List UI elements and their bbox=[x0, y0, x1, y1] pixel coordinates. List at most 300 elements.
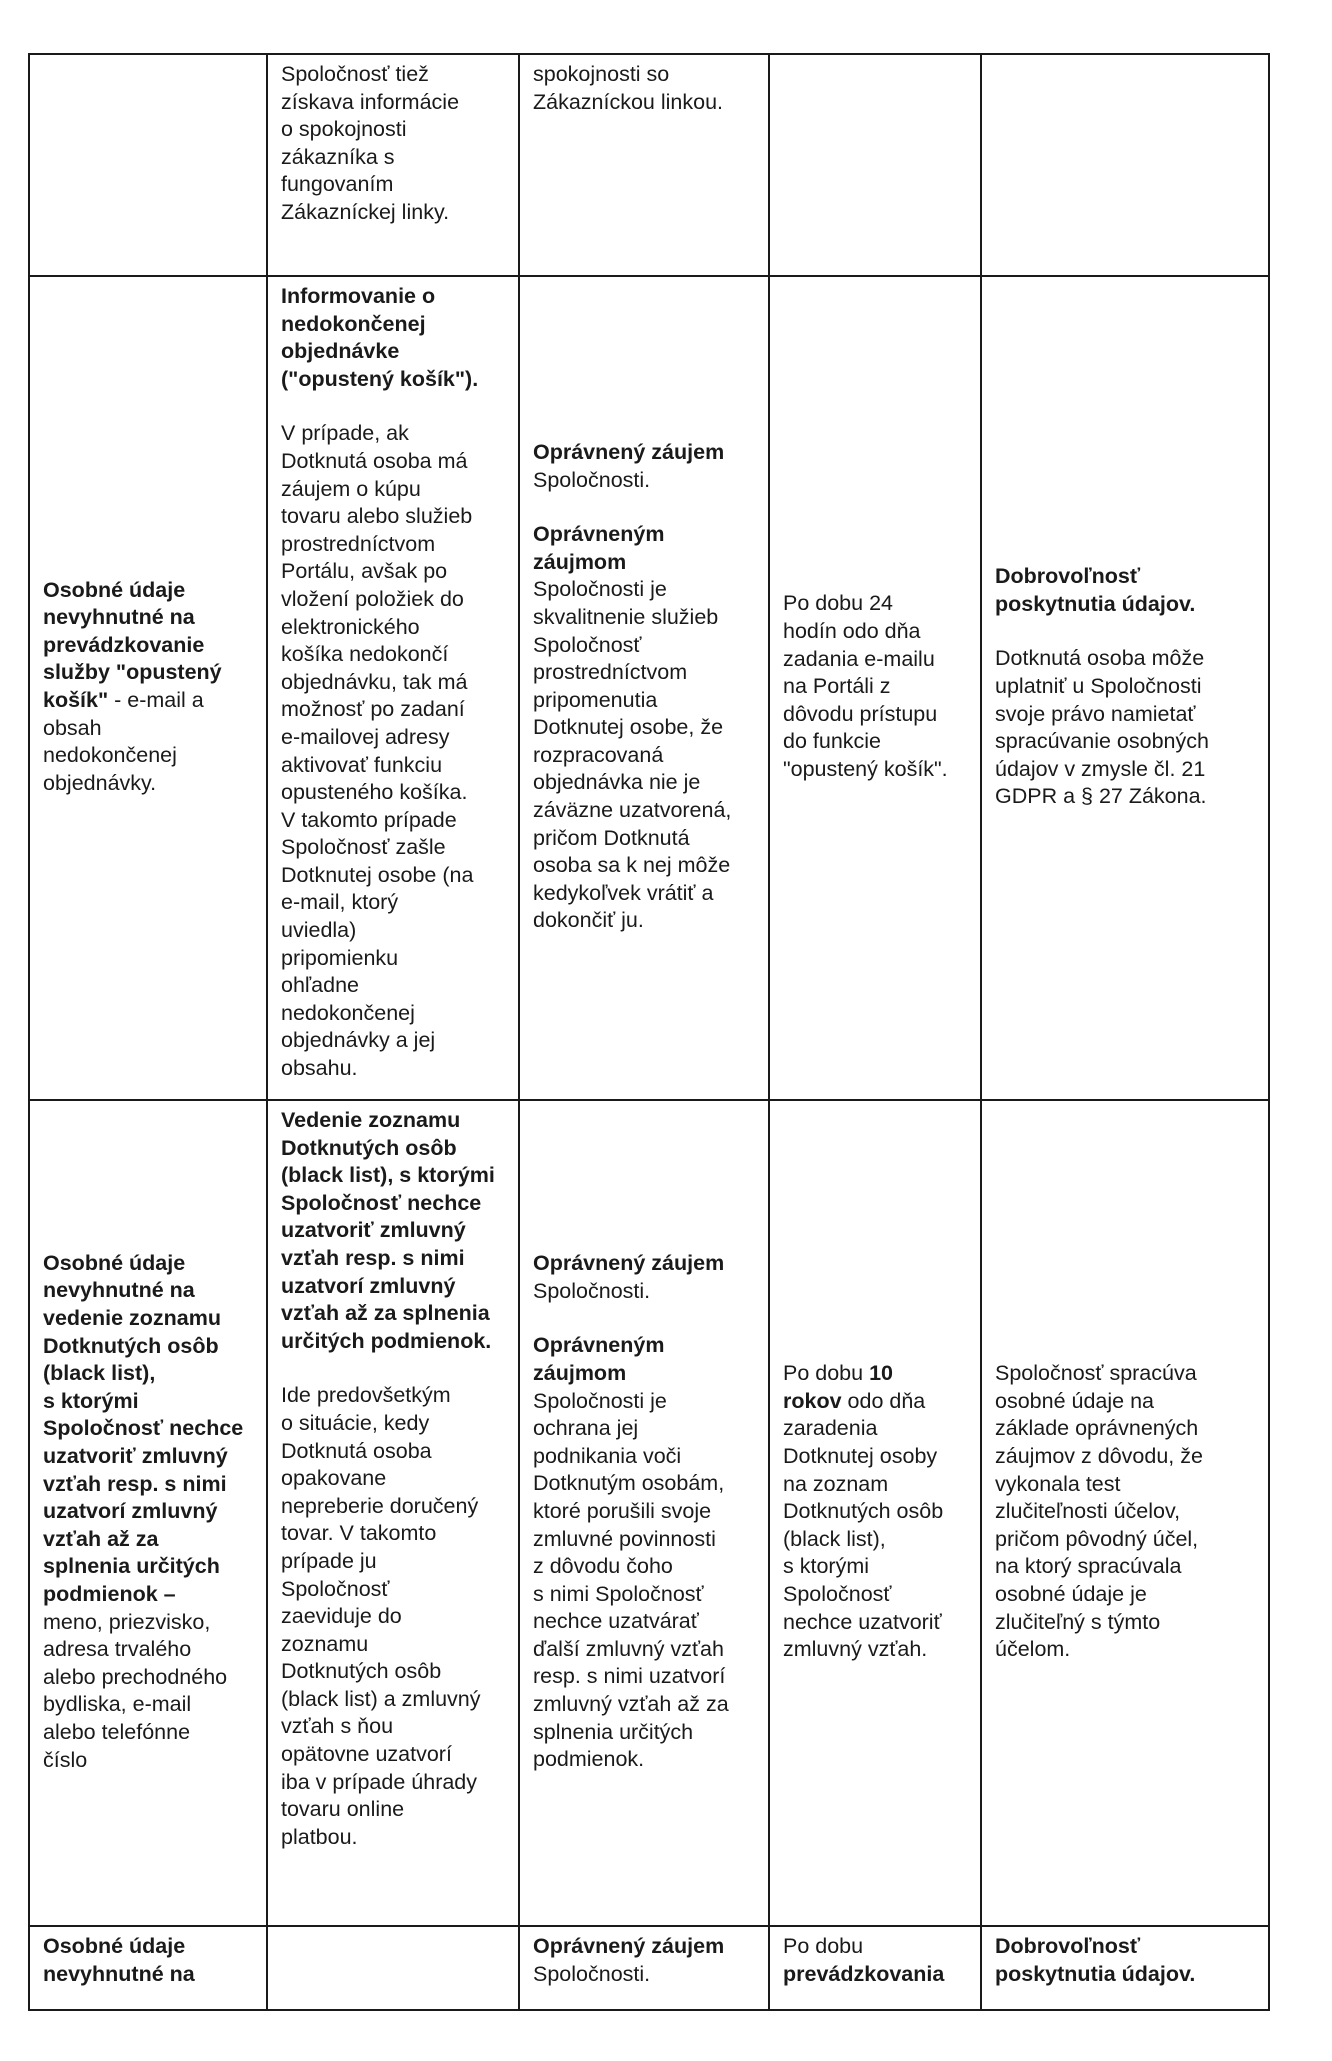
bold-text: Osobné údaje bbox=[43, 577, 186, 602]
text: (black list), bbox=[783, 1526, 886, 1551]
text-line bbox=[281, 614, 505, 642]
text: uplatniť u Spoločnosti bbox=[995, 673, 1202, 698]
text-line bbox=[43, 1250, 253, 1278]
text: spracúvanie osobných bbox=[995, 729, 1209, 754]
legal-basis-cell bbox=[519, 1926, 769, 2010]
text: zadania e-mailu bbox=[783, 646, 935, 671]
text: odo dňa bbox=[841, 1388, 926, 1413]
text-line bbox=[43, 632, 253, 660]
text-line bbox=[43, 742, 253, 770]
text: (black list) a zmluvný bbox=[281, 1686, 481, 1711]
text-line bbox=[281, 311, 505, 339]
bold-text: nevyhnutné na bbox=[43, 605, 195, 630]
text-line bbox=[281, 338, 505, 366]
text: základe oprávnených bbox=[995, 1416, 1199, 1441]
bold-text: uzatvoriť zmluvný bbox=[281, 1218, 466, 1243]
text-line bbox=[995, 1415, 1255, 1443]
text-line bbox=[281, 752, 505, 780]
bold-text: záujmom bbox=[533, 1360, 627, 1385]
text: rozpracovaná bbox=[533, 742, 664, 767]
bold-text: Dotknutých osôb bbox=[43, 1333, 219, 1358]
text: na ktorý spracúvala bbox=[995, 1554, 1182, 1579]
text: zaeviduje do bbox=[281, 1604, 402, 1629]
text: - e-mail a bbox=[108, 688, 204, 712]
text-line bbox=[281, 1576, 505, 1604]
bold-text: nevyhnutné na bbox=[43, 1278, 195, 1303]
text: vložení položiek do bbox=[281, 586, 464, 611]
text: Po dobu bbox=[783, 1361, 870, 1386]
text: objednávka nie je bbox=[533, 770, 701, 795]
text: Dotknutá osoba má bbox=[281, 448, 468, 473]
bold-text: (black list), s ktorými bbox=[281, 1163, 495, 1188]
text-line bbox=[783, 1526, 967, 1554]
text: vykonala test bbox=[995, 1471, 1121, 1496]
text: Spoločnosti. bbox=[533, 467, 651, 492]
bold-text: Vedenie zoznamu bbox=[281, 1108, 461, 1132]
text: V prípade, ak bbox=[281, 421, 409, 446]
text: z dôvodu čoho bbox=[533, 1554, 673, 1579]
text: o spokojnosti bbox=[281, 117, 407, 142]
text-line bbox=[281, 503, 505, 531]
text-line bbox=[43, 1664, 253, 1692]
text-line bbox=[281, 1769, 505, 1797]
text-line bbox=[533, 714, 755, 742]
text-line bbox=[995, 756, 1255, 784]
text: získava informácie bbox=[281, 89, 460, 114]
text: Dotknutá osoba môže bbox=[995, 646, 1205, 671]
text-line bbox=[281, 1520, 505, 1548]
text: e-mailovej adresy bbox=[281, 724, 450, 749]
text-line bbox=[533, 521, 755, 549]
text-line bbox=[43, 1388, 253, 1416]
text-line bbox=[281, 1135, 505, 1163]
text-line bbox=[281, 448, 505, 476]
text: obsah bbox=[43, 715, 102, 740]
text-line bbox=[281, 144, 505, 172]
text-line bbox=[43, 1277, 253, 1305]
text: aktivovať funkciu bbox=[281, 752, 443, 777]
text-line bbox=[533, 825, 755, 853]
text-line bbox=[783, 1471, 967, 1499]
bold-text: rokov bbox=[783, 1388, 842, 1413]
notes-cell bbox=[981, 54, 1269, 276]
text-line bbox=[783, 673, 967, 701]
text: objednávku, tak má bbox=[281, 669, 468, 694]
text: skvalitnenie služieb bbox=[533, 604, 719, 629]
bold-text: prevádzkovanie bbox=[43, 632, 205, 657]
text-line bbox=[533, 1553, 755, 1581]
bold-text: košík" bbox=[43, 688, 109, 712]
text-line bbox=[533, 769, 755, 797]
text: Spoločnosť bbox=[533, 632, 642, 657]
bold-text: vzťah resp. s nimi bbox=[43, 1471, 227, 1496]
text: iba v prípade úhrady bbox=[281, 1769, 478, 1794]
text: opakovane bbox=[281, 1466, 387, 1491]
text: tovaru alebo služieb bbox=[281, 504, 473, 529]
text: kedykoľvek vrátiť a bbox=[533, 880, 714, 905]
text-line bbox=[281, 558, 505, 586]
text: záujmov z dôvodu, že bbox=[995, 1444, 1203, 1469]
text-line bbox=[281, 641, 505, 669]
text-line bbox=[43, 1498, 253, 1526]
text: ktoré porušili svoje bbox=[533, 1498, 712, 1523]
text-line bbox=[995, 1553, 1255, 1581]
text-line bbox=[281, 1824, 505, 1852]
text-line bbox=[43, 1961, 253, 1989]
paragraph-gap bbox=[533, 1305, 755, 1332]
text-line bbox=[43, 715, 253, 743]
text-line bbox=[995, 783, 1255, 811]
text-line bbox=[43, 1360, 253, 1388]
text-line bbox=[995, 1933, 1255, 1961]
purpose-cell bbox=[267, 276, 519, 1100]
bold-text: prevádzkovania bbox=[783, 1961, 945, 1986]
text: s nimi Spoločnosť bbox=[533, 1581, 704, 1606]
text-line bbox=[281, 283, 505, 311]
text-line bbox=[533, 604, 755, 632]
text-line bbox=[281, 1190, 505, 1218]
table-row bbox=[29, 54, 1269, 276]
text: Dotknutá osoba bbox=[281, 1438, 432, 1463]
text-line bbox=[43, 659, 253, 687]
text-line bbox=[783, 728, 967, 756]
text: platbou. bbox=[281, 1824, 358, 1849]
text: údajov v zmysle čl. 21 bbox=[995, 756, 1206, 781]
text-line bbox=[783, 1553, 967, 1581]
bold-text: podmienok – bbox=[43, 1581, 176, 1606]
text: Dotknutej osobe, že bbox=[533, 715, 724, 740]
text: Spoločnosti. bbox=[533, 1961, 651, 1986]
text-line bbox=[281, 1000, 505, 1028]
text-line bbox=[43, 1443, 253, 1471]
text-line bbox=[783, 1388, 967, 1416]
text-line bbox=[533, 1933, 755, 1961]
text-line bbox=[995, 1636, 1255, 1664]
text: ďalší zmluvný vzťah bbox=[533, 1636, 724, 1661]
text-line bbox=[43, 1471, 253, 1499]
bold-text: uzatvoriť zmluvný bbox=[43, 1444, 228, 1469]
text: opusteného košíka. bbox=[281, 780, 468, 805]
bold-text: Dobrovoľnosť bbox=[995, 564, 1141, 589]
text-line bbox=[281, 1410, 505, 1438]
text: nedokončenej bbox=[281, 1000, 415, 1025]
bold-text: záujmom bbox=[533, 549, 627, 574]
text: Spoločnosť bbox=[783, 1581, 892, 1606]
text: Dotknutej osobe (na bbox=[281, 862, 474, 887]
bold-text: Osobné údaje bbox=[43, 1250, 186, 1275]
text-line bbox=[533, 467, 755, 495]
text: fungovaním bbox=[281, 172, 394, 197]
text-line bbox=[533, 1278, 755, 1306]
text: Portálu, avšak po bbox=[281, 559, 448, 584]
text-line bbox=[281, 1245, 505, 1273]
text-line bbox=[281, 1027, 505, 1055]
text: prostredníctvom bbox=[533, 660, 688, 685]
text: pričom Dotknutá bbox=[533, 825, 690, 850]
text: zaradenia bbox=[783, 1416, 878, 1441]
text-line bbox=[533, 1719, 755, 1747]
text-line bbox=[281, 1328, 505, 1356]
text-line bbox=[281, 917, 505, 945]
text: pripomienku bbox=[281, 945, 399, 970]
bold-text: vzťah resp. s nimi bbox=[281, 1245, 465, 1270]
text-line bbox=[783, 646, 967, 674]
text: tovaru online bbox=[281, 1797, 405, 1822]
bold-text: určitých podmienok. bbox=[281, 1328, 492, 1353]
text-line bbox=[995, 1961, 1255, 1989]
text: podnikania voči bbox=[533, 1443, 682, 1468]
text-line bbox=[281, 1438, 505, 1466]
text-line bbox=[533, 852, 755, 880]
text: zoznamu bbox=[281, 1631, 369, 1656]
text: košíka nedokončí bbox=[281, 642, 449, 667]
bold-text: Dotknutých osôb bbox=[281, 1135, 457, 1160]
text-line bbox=[281, 1796, 505, 1824]
bold-text: nevyhnutné na bbox=[43, 1961, 195, 1986]
purpose-cell bbox=[267, 1926, 519, 2010]
category-cell bbox=[29, 1926, 267, 2010]
text-line bbox=[995, 1581, 1255, 1609]
text-line bbox=[281, 1382, 505, 1410]
text: zmluvný vzťah až za bbox=[533, 1692, 729, 1717]
bold-text: (black list), bbox=[43, 1361, 156, 1386]
text: e-mail, ktorý bbox=[281, 890, 399, 915]
text-line bbox=[281, 476, 505, 504]
text-line bbox=[281, 171, 505, 199]
text-line bbox=[281, 1055, 505, 1083]
text-line bbox=[995, 1498, 1255, 1526]
text-line bbox=[281, 531, 505, 559]
text-line bbox=[43, 770, 253, 798]
text: hodín odo dňa bbox=[783, 619, 921, 644]
text-line bbox=[783, 1933, 967, 1961]
text-line bbox=[533, 687, 755, 715]
text: Zákazníckej linky. bbox=[281, 199, 450, 224]
processing-purposes-table bbox=[28, 53, 1270, 2011]
text-line bbox=[43, 1609, 253, 1637]
text-line bbox=[43, 1719, 253, 1747]
purpose-cell bbox=[267, 1100, 519, 1926]
text-line bbox=[533, 659, 755, 687]
text-line bbox=[533, 1415, 755, 1443]
text-line bbox=[533, 576, 755, 604]
text-line bbox=[43, 1305, 253, 1333]
text-line bbox=[281, 366, 505, 394]
text-line bbox=[43, 1581, 253, 1609]
bold-text: Oprávnený záujem bbox=[533, 439, 725, 464]
text-line bbox=[995, 1360, 1255, 1388]
text-line bbox=[995, 673, 1255, 701]
text-line bbox=[995, 645, 1255, 673]
bold-text: Informovanie o bbox=[281, 284, 436, 308]
text-line bbox=[533, 1360, 755, 1388]
text-line bbox=[995, 1388, 1255, 1416]
text: adresa trvalého bbox=[43, 1637, 192, 1662]
bold-text: Spoločnosť nechce bbox=[43, 1416, 244, 1441]
text: obsahu. bbox=[281, 1056, 358, 1081]
bold-text: Oprávnený záujem bbox=[533, 1934, 725, 1958]
text-line bbox=[281, 1493, 505, 1521]
text-line bbox=[43, 687, 253, 715]
text: pričom pôvodný účel, bbox=[995, 1526, 1199, 1551]
text-line bbox=[533, 1498, 755, 1526]
text-line bbox=[43, 1553, 253, 1581]
purpose-cell bbox=[267, 54, 519, 276]
text: záväzne uzatvorená, bbox=[533, 798, 732, 823]
text-line bbox=[533, 1663, 755, 1691]
category-cell bbox=[29, 1100, 267, 1926]
text: účelom. bbox=[995, 1637, 1071, 1662]
text: záujem o kúpu bbox=[281, 476, 421, 501]
text-line bbox=[281, 1713, 505, 1741]
text: elektronického bbox=[281, 614, 420, 639]
text: dôvodu prístupu bbox=[783, 701, 938, 726]
text-line bbox=[281, 945, 505, 973]
text-line bbox=[783, 1360, 967, 1388]
text-line bbox=[533, 89, 755, 117]
text: spokojnosti so bbox=[533, 62, 670, 86]
bold-text: Dobrovoľnosť bbox=[995, 1934, 1141, 1958]
text: podmienok. bbox=[533, 1747, 645, 1772]
text-line bbox=[533, 742, 755, 770]
text-line bbox=[281, 1741, 505, 1769]
text-line bbox=[533, 1332, 755, 1360]
text-line bbox=[533, 439, 755, 467]
text-line bbox=[43, 1636, 253, 1664]
text-line bbox=[533, 880, 755, 908]
retention-cell bbox=[769, 1926, 981, 2010]
text-line bbox=[43, 1691, 253, 1719]
text: Spoločnosti je bbox=[533, 1388, 667, 1413]
text-line bbox=[533, 1388, 755, 1416]
text-line bbox=[533, 1443, 755, 1471]
text-line bbox=[533, 632, 755, 660]
text-line bbox=[995, 701, 1255, 729]
text: Spoločnosť tiež bbox=[281, 62, 429, 86]
text-line bbox=[43, 1333, 253, 1361]
text: Spoločnosť spracúva bbox=[995, 1361, 1197, 1386]
bold-text: ("opustený košík"). bbox=[281, 366, 479, 391]
text-line bbox=[783, 1961, 967, 1989]
text-line bbox=[533, 907, 755, 935]
text-line bbox=[281, 834, 505, 862]
bold-text: objednávke bbox=[281, 339, 400, 364]
text-line bbox=[533, 61, 755, 89]
text-line bbox=[533, 1526, 755, 1554]
text-line bbox=[281, 89, 505, 117]
bold-text: Osobné údaje bbox=[43, 1934, 186, 1958]
text: Spoločnosť zašle bbox=[281, 835, 446, 860]
text-line bbox=[533, 1608, 755, 1636]
legal-basis-cell bbox=[519, 54, 769, 276]
text: resp. s nimi uzatvorí bbox=[533, 1664, 726, 1689]
text: zmluvné povinnosti bbox=[533, 1526, 716, 1551]
text: zlučiteľnosti účelov, bbox=[995, 1499, 1181, 1524]
text-line bbox=[533, 549, 755, 577]
bold-text: Oprávnený záujem bbox=[533, 1251, 725, 1276]
text-line bbox=[995, 1526, 1255, 1554]
text: objednávky. bbox=[43, 770, 157, 795]
paragraph-gap bbox=[281, 1355, 505, 1382]
text: dokončiť ju. bbox=[533, 908, 644, 933]
text-line bbox=[281, 1107, 505, 1135]
text: Zákazníckou linkou. bbox=[533, 89, 724, 114]
text: objednávky a jej bbox=[281, 1028, 436, 1053]
text: ohľadne bbox=[281, 973, 360, 998]
text: V takomto prípade bbox=[281, 807, 457, 832]
paragraph-gap bbox=[281, 393, 505, 420]
text: nechce uzatvárať bbox=[533, 1609, 699, 1634]
text-line bbox=[43, 1526, 253, 1554]
text: s ktorými bbox=[783, 1554, 869, 1579]
text-line bbox=[281, 1631, 505, 1659]
text-line bbox=[783, 590, 967, 618]
text-line bbox=[281, 586, 505, 614]
table-row bbox=[29, 276, 1269, 1100]
text: Dotknutých osôb bbox=[783, 1499, 944, 1524]
text-line bbox=[281, 1465, 505, 1493]
text: nepreberie doručený bbox=[281, 1493, 479, 1518]
bold-text: Oprávneným bbox=[533, 522, 665, 547]
text-line bbox=[533, 1470, 755, 1498]
text: do funkcie bbox=[783, 729, 882, 754]
text-line bbox=[995, 1443, 1255, 1471]
category-cell bbox=[29, 54, 267, 276]
bold-text: vedenie zoznamu bbox=[43, 1306, 222, 1331]
bold-text: nedokončenej bbox=[281, 311, 426, 336]
text-line bbox=[783, 1498, 967, 1526]
text-line bbox=[281, 669, 505, 697]
retention-cell bbox=[769, 1100, 981, 1926]
bold-text: 10 bbox=[869, 1361, 893, 1386]
text: "opustený košík". bbox=[783, 756, 948, 781]
retention-cell bbox=[769, 276, 981, 1100]
text-line bbox=[281, 1548, 505, 1576]
text: meno, priezvisko, bbox=[43, 1609, 211, 1634]
text: uviedla) bbox=[281, 918, 357, 943]
text-line bbox=[281, 807, 505, 835]
text-line bbox=[281, 199, 505, 227]
text-line bbox=[533, 1961, 755, 1989]
text-line bbox=[281, 116, 505, 144]
text-line bbox=[533, 1691, 755, 1719]
notes-cell bbox=[981, 1100, 1269, 1926]
text: o situácie, kedy bbox=[281, 1410, 430, 1435]
text: svoje právo namietať bbox=[995, 701, 1196, 726]
text: na zoznam bbox=[783, 1471, 889, 1496]
text: osoba sa k nej môže bbox=[533, 853, 731, 878]
text-line bbox=[281, 889, 505, 917]
bold-text: uzatvorí zmluvný bbox=[43, 1499, 218, 1524]
notes-cell bbox=[981, 1926, 1269, 2010]
text-line bbox=[533, 1250, 755, 1278]
text: Dotknutým osobám, bbox=[533, 1471, 725, 1496]
text-line bbox=[995, 591, 1255, 619]
text-line bbox=[281, 1686, 505, 1714]
text-line bbox=[783, 1415, 967, 1443]
text-line bbox=[533, 1746, 755, 1774]
text: osobné údaje na bbox=[995, 1388, 1155, 1413]
text: tovar. V takomto bbox=[281, 1521, 437, 1546]
text: Dotknutých osôb bbox=[281, 1659, 442, 1684]
text-line bbox=[783, 756, 967, 784]
text-line bbox=[281, 862, 505, 890]
text-line bbox=[43, 1415, 253, 1443]
text-line bbox=[281, 1273, 505, 1301]
bold-text: uzatvorí zmluvný bbox=[281, 1273, 456, 1298]
paragraph-gap bbox=[533, 494, 755, 521]
text: alebo telefónne bbox=[43, 1719, 191, 1744]
